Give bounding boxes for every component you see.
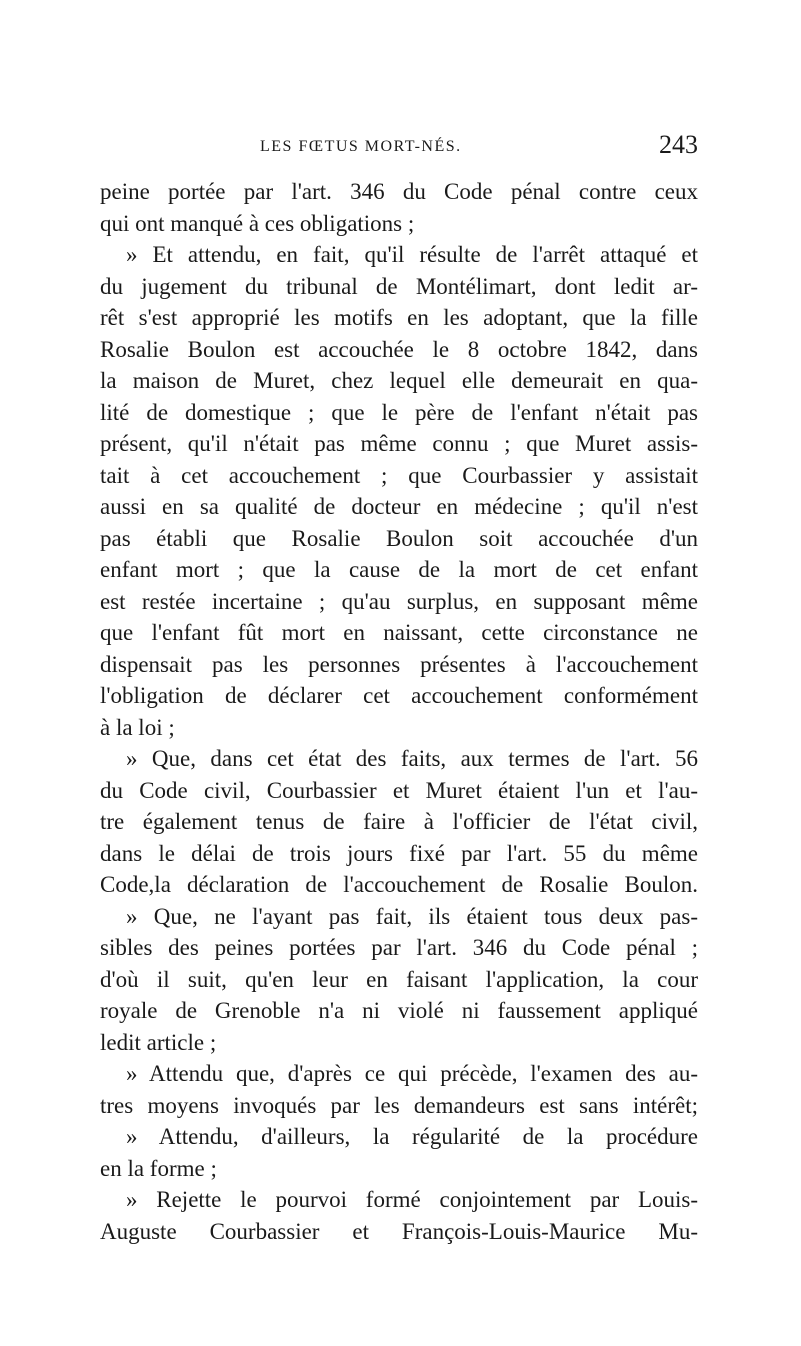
text-line: pas établi que Rosalie Boulon soit accouchée d'un [100, 525, 698, 551]
text-line: Code,la déclaration de l'accouchement de Rosalie Boulon. [100, 872, 698, 897]
text-line: en la forme ; [100, 1155, 217, 1181]
text-line: peine portée par l'art. 346 du Code pénal contre ceux [100, 179, 698, 204]
text-line: tait à cet accouchement ; que Courbassier y assistait [100, 462, 698, 488]
text-line: ledit article ; [100, 1029, 217, 1055]
text-line: lité de domestique ; que le père de l'enfant n'était pas [100, 399, 698, 425]
text-line: Auguste Courbassier et François-Louis-Maurice Mu- [100, 1218, 698, 1244]
text-line: enfant mort ; que la cause de la mort de cet enfant [100, 557, 698, 582]
text-line: tres moyens invoqués par les demandeurs est sans intérêt; [100, 1092, 698, 1118]
text-line: que l'enfant fût mort en naissant, cette circonstance ne [100, 620, 698, 645]
body-text [100, 176, 698, 1247]
text-line: dans le délai de trois jours fixé par l'art. 55 du même [100, 840, 698, 866]
running-title: LES FŒTUS MORT-NÉS. [260, 138, 462, 155]
text-line: l'obligation de déclarer cet accouchement conformément [100, 683, 698, 708]
text-line: » Attendu, d'ailleurs, la régularité de la procédure [126, 1124, 698, 1149]
text-line: à la loi ; [100, 714, 175, 740]
text-line: aussi en sa qualité de docteur en médecine ; qu'il n'est [100, 494, 698, 519]
text-line: sibles des peines portées par l'art. 346 du Code pénal ; [100, 935, 698, 960]
text-line: la maison de Muret, chez lequel elle demeurait en qua- [100, 368, 698, 393]
text-line: royale de Grenoble n'a ni violé ni faussement appliqué [100, 998, 698, 1023]
text-line: dispensait pas les personnes présentes à l'accouchement [100, 651, 698, 677]
text-line: est restée incertaine ; qu'au surplus, en supposant même [100, 588, 698, 614]
page-number: 243 [659, 130, 698, 159]
text-line: présent, qu'il n'était pas même connu ; que Muret assis- [100, 431, 698, 456]
text-line: du jugement du tribunal de Montélimart, dont ledit ar- [100, 273, 698, 299]
text-line: Rosalie Boulon est accouchée le 8 octobre 1842, dans [100, 336, 698, 362]
running-head [100, 132, 698, 172]
text-line: tre également tenus de faire à l'officier de l'état civil, [100, 809, 698, 834]
text-line: rêt s'est approprié les motifs en les adoptant, que la fille [100, 305, 698, 330]
text-line: » Que, ne l'ayant pas fait, ils étaient tous deux pas- [126, 903, 698, 929]
text-line: » Rejette le pourvoi formé conjointement par Louis- [126, 1187, 698, 1212]
text-line: qui ont manqué à ces obligations ; [100, 210, 415, 236]
text-line: d'où il suit, qu'en leur en faisant l'application, la cour [100, 966, 698, 992]
text-line: » Attendu que, d'après ce qui précède, l'examen des au- [126, 1061, 698, 1086]
text-line: du Code civil, Courbassier et Muret étaient l'un et l'au- [100, 777, 698, 803]
text-line: » Que, dans cet état des faits, aux termes de l'art. 56 [126, 746, 698, 771]
text-line: » Et attendu, en fait, qu'il résulte de l'arrêt attaqué et [126, 242, 698, 267]
